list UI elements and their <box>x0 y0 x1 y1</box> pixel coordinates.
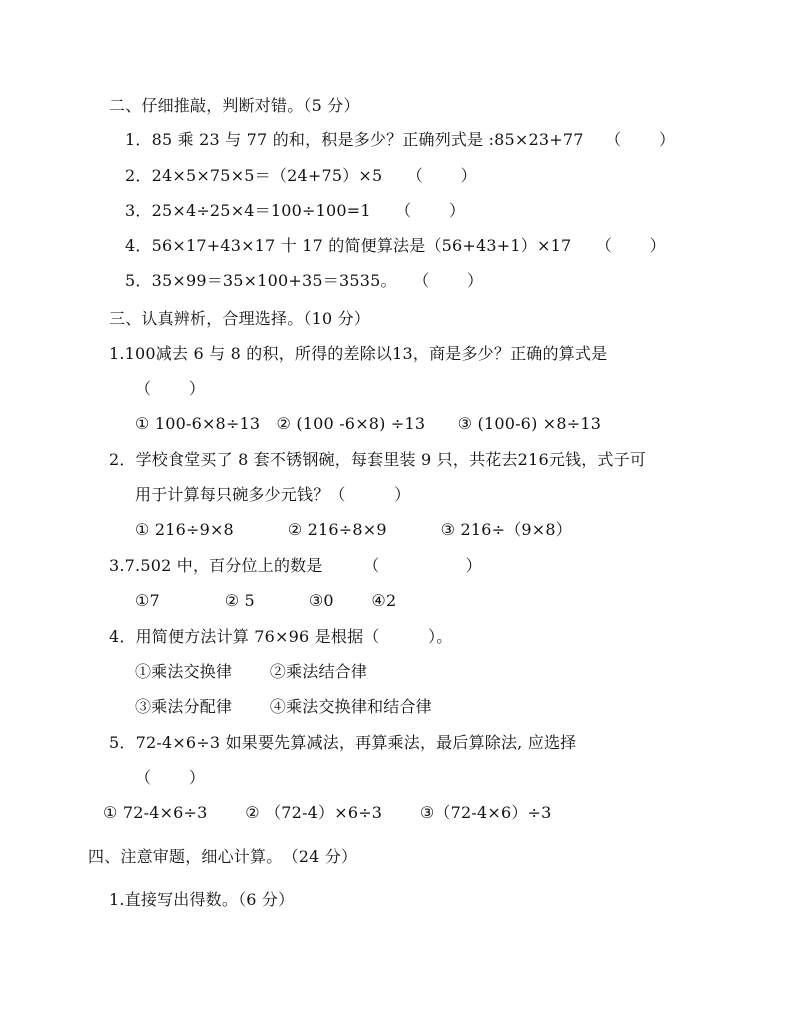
q2-options: ① 216÷9×8 ② 216÷8×9 ③ 216÷（9×8） <box>135 520 572 539</box>
section2-item-1: 1．85 乘 23 与 77 的和，积是多少？正确列式是 :85×23+77 （ ） <box>125 130 676 149</box>
q5-stem: 5．72-4×6÷3 如果要先算减法，再算乘法，最后算除法, 应选择 <box>109 733 577 752</box>
q1-options: ① 100-6×8÷13 ② (100 -6×8) ÷13 ③ (100-6) ×8÷13 <box>135 414 602 433</box>
q3-stem: 3.7.502 中，百分位上的数是 （ ） <box>109 556 482 575</box>
q2-stem: 2．学校食堂买了 8 套不锈钢碗，每套里装 9 只，共花去216元钱，式子可 <box>109 450 647 469</box>
q4-options-row1: ①乘法交换律 ②乘法结合律 <box>135 662 368 681</box>
section4-sub1: 1.直接写出得数。（6 分） <box>109 890 295 909</box>
q5-options: ① 72-4×6÷3 ② （72-4）×6÷3 ③（72-4×6）÷3 <box>103 803 552 822</box>
section2-item-3: 3．25×4÷25×4＝100÷100=1 （ ） <box>125 201 466 220</box>
section2-item-2: 2．24×5×75×5＝（24+75）×5 （ ） <box>125 166 477 185</box>
section4-title: 四、注意审题，细心计算。 （24 分） <box>88 847 358 866</box>
q2-stem-cont: 用于计算每只碗多少元钱？（ ） <box>135 485 411 504</box>
q1-answer-blank: （ ） <box>135 379 206 398</box>
q1-stem: 1.100减去 6 与 8 的积，所得的差除以13，商是多少？正确的算式是 <box>109 344 608 363</box>
section2-item-5: 5．35×99＝35×100+35＝3535。 （ ） <box>125 271 484 290</box>
q4-options-row2: ③乘法分配律 ④乘法交换律和结合律 <box>135 697 432 716</box>
q4-stem: 4．用简便方法计算 76×96 是根据（ ）。 <box>109 627 453 646</box>
section2-title: 二、仔细推敲，判断对错。（5 分） <box>109 96 360 115</box>
section2-item-4: 4．56×17+43×17 十 17 的简便算法是（56+43+1）×17 （ ） <box>125 236 666 255</box>
q3-options: ①7 ② 5 ③0 ④2 <box>135 591 397 610</box>
section3-title: 三、认真辨析，合理选择。（10 分） <box>109 309 371 328</box>
q5-answer-blank: （ ） <box>135 768 206 787</box>
